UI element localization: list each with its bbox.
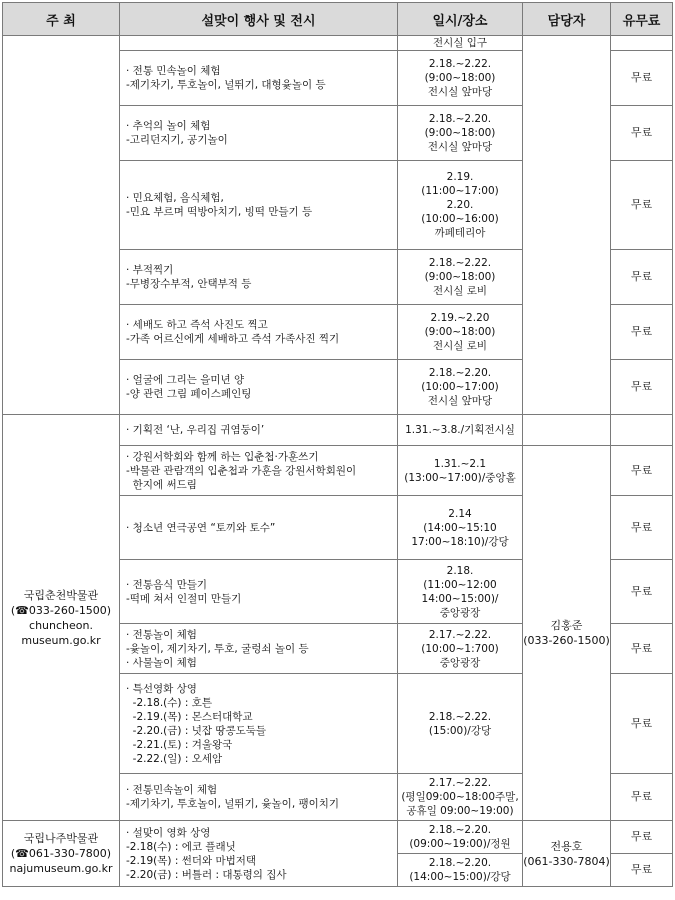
event-title: · 전통놀이 체험 [126,628,197,641]
event-cell [120,821,398,887]
place-line: 전시실 로비 [432,340,488,352]
host-website: chuncheon. [29,618,93,632]
place-line: 까페테리아 [434,227,486,239]
event-cell [120,161,398,250]
header-manager: 담당자 [523,3,611,36]
event-cell [120,446,398,496]
film-line: -2.18.(수) : 호튼 [126,696,213,709]
event-cell [120,51,398,106]
time-line: (13:00~17:00)/중앙홀 [404,471,516,484]
fee-cell: 무료 [611,624,673,674]
time-line: 17:00~18:10)/강당 [411,535,509,548]
time-line: (14:00~15:10 [423,521,497,534]
event-cell [120,560,398,624]
date-cell [398,305,523,360]
fee-cell: 무료 [611,360,673,415]
place-line: 전시실 로비 [432,285,488,297]
event-detail: -가족 어르신에게 세배하고 즉석 가족사진 찍기 [126,333,340,345]
fee-cell: 무료 [611,774,673,821]
event-detail: -윷놀이, 제기차기, 투호, 굴렁쇠 놀이 등 [126,642,309,655]
manager-cell-empty [523,415,611,446]
date-cell [398,51,523,106]
fee-cell: 무료 [611,305,673,360]
date-line: 2.18.~2.20. [428,113,492,125]
date-line: 2.17.~2.22. [428,777,492,789]
host-phone: (☎033-260-1500) [10,603,112,617]
time-line: (평일09:00~18:00주말, [401,791,519,803]
time-line: (9:00~18:00) [424,72,496,84]
event-cell [120,496,398,560]
events-table [2,2,673,887]
date-cell [398,161,523,250]
time-line: (11:00~17:00) [421,185,499,197]
film-line: -2.18(수) : 에코 플래닛 [126,840,236,853]
event-cell [120,360,398,415]
time-line: (10:00~17:00) [421,381,499,393]
date-line: 2.19. [446,171,474,183]
time-line: (9:00~18:00) [424,326,496,338]
event-title: · 전통 민속놀이 체험 [126,65,221,77]
event-title [126,263,393,277]
manager-cell-naju [523,821,611,887]
fee-cell: 무료 [611,854,673,887]
time-line: (10:00~16:00) [421,213,499,225]
host-cell-chuncheon [3,415,120,821]
event-cell [120,106,398,161]
event-cell [120,624,398,674]
event-detail: -제기차기, 투호놀이, 널뛰기, 대형윷놀이 등 [126,79,326,91]
place-line: 중앙광장 [439,656,481,669]
table-row [3,821,673,854]
time-line: (09:00~19:00)/정원 [409,838,511,850]
date-line: 2.14 [448,507,472,520]
fee-cell: 무료 [611,560,673,624]
fee-cell: 무료 [611,51,673,106]
date-cell [398,624,523,674]
header-fee: 유무료 [611,3,673,36]
time-line: (11:00~12:00 [423,578,497,591]
event-cell [120,305,398,360]
header-host: 주 최 [3,3,120,36]
event-detail: -무병장수부적, 안택부적 등 [126,278,252,290]
date-cell [398,360,523,415]
date-line: 2.18. [446,564,474,577]
time-line: (9:00~18:00) [424,271,496,283]
film-line: -2.20.(금) : 넛잡 땅콩도둑들 [126,724,267,737]
manager-cell-chuncheon [523,446,611,821]
date-cell [398,446,523,496]
host-phone: (☎061-330-7800) [10,847,112,860]
event-title: · 전통민속놀이 체험 [126,784,218,796]
host-name: 국립나주박물관 [23,832,99,845]
date-cell [398,674,523,774]
manager-name: 전용호 [550,839,583,853]
event-title: · 세배도 하고 즉석 사진도 찍고 [126,319,268,331]
event-cell [120,415,398,446]
fee-cell [611,415,673,446]
event-cell-empty [120,36,398,51]
date-line: 2.18.~2.22. [428,710,492,723]
event-title: · 얼굴에 그리는 을미년 양 [126,374,245,386]
date-cell: 1.31.~3.8./기획전시실 [398,415,523,446]
event-detail: -제기차기, 투호놀이, 널뛰기, 윷놀이, 팽이치기 [126,798,340,810]
place-line: 전시실 앞마당 [427,141,493,153]
time-line: (9:00~18:00) [424,127,496,139]
date-cell [398,106,523,161]
event-detail: -민요 부르며 떡방아치기, 빙떡 만들기 등 [126,206,313,218]
date-line: 1.31.~2.1 [433,457,487,470]
date-line: 2.18.~2.22. [428,58,492,70]
event-detail: -고리던지기, 공기놀이 [126,134,228,146]
event-title: · 강원서학회와 함께 하는 입춘첩·가훈쓰기 [126,450,319,463]
event-title: · 특선영화 상영 [126,682,197,695]
event-title: · 전통음식 만들기 [126,578,208,591]
event-cell [120,250,398,305]
header-event: 설맞이 행사 및 전시 [120,3,398,36]
table-row [3,36,673,51]
event-detail: -양 관련 그림 페이스페인팅 [126,388,252,400]
film-line: -2.22.(일) : 오세암 [126,752,223,765]
fee-cell: 무료 [611,496,673,560]
date-cell [398,560,523,624]
place-line: 중앙광장 [439,606,481,619]
film-line: -2.21.(토) : 겨울왕국 [126,738,233,751]
date-cell [398,250,523,305]
date-line: 2.17.~2.22. [428,628,492,641]
host-website: najumuseum.go.kr [9,862,113,875]
event-detail: -박물관 관람객의 입춘첩과 가훈을 강원서학회원이 [126,464,357,477]
fee-cell: 무료 [611,446,673,496]
fee-cell: 무료 [611,161,673,250]
event-title: · 청소년 연극공연 “토끼와 토수” [126,521,276,534]
header-row [3,3,673,36]
film-line: -2.19.(목) : 몬스터대학교 [126,710,253,723]
date-line: 2.18.~2.20. [428,857,492,869]
header-datetime: 일시/장소 [398,3,523,36]
date-cell: 전시실 입구 [398,36,523,51]
time-line: 공휴일 09:00~19:00) [406,805,514,817]
manager-phone: (061-330-7804) [523,854,610,868]
manager-name: 김홍준 [550,619,583,632]
fee-cell: 무료 [611,674,673,774]
event-title: · 추억의 놀이 체험 [126,120,211,132]
event-title: · 사물놀이 체험 [126,656,197,669]
date-line: 2.18.~2.22. [428,257,492,269]
fee-cell: 무료 [611,106,673,161]
table-row [3,415,673,446]
host-cell-empty [3,36,120,415]
event-detail: -떡메 쳐서 인절미 만들기 [126,592,242,605]
date-cell [398,854,523,887]
date-line: 2.20. [446,199,474,211]
time-line: 14:00~15:00)/ [421,592,499,605]
time-line: (10:00~1:700) [421,642,499,655]
date-cell [398,821,523,854]
date-cell [398,774,523,821]
event-title: · 기획전 ‘난, 우리집 귀염둥이’ [126,424,265,436]
event-cell [120,774,398,821]
film-line: -2.19(목) : 썬더와 마법저택 [126,854,257,867]
event-title: · 민요체험, 음식체험, [126,192,224,204]
event-detail: 한지에 써드림 [126,478,197,491]
host-cell-naju [3,821,120,887]
host-website: museum.go.kr [21,633,101,647]
time-line: (15:00)/강당 [428,724,492,737]
place-line: 전시실 앞마당 [427,86,493,98]
fee-cell: 무료 [611,821,673,854]
film-line: -2.20(금) : 버틀러 : 대통령의 집사 [126,868,287,881]
place-line: 전시실 앞마당 [427,395,493,407]
event-cell [120,674,398,774]
manager-cell-empty [523,36,611,415]
manager-phone: (033-260-1500) [523,634,610,647]
date-line: 2.18.~2.20. [428,367,492,379]
event-title: · 설맞이 영화 상영 [126,826,211,839]
host-name: 국립춘천박물관 [23,588,99,602]
date-line: 2.19.~2.20 [430,312,490,324]
fee-cell: 무료 [611,250,673,305]
date-line: 2.18.~2.20. [428,824,492,836]
time-line: (14:00~15:00)/강당 [409,871,511,883]
event-title-text: · 부적찍기 [126,264,174,276]
date-cell [398,496,523,560]
fee-cell-empty [611,36,673,51]
